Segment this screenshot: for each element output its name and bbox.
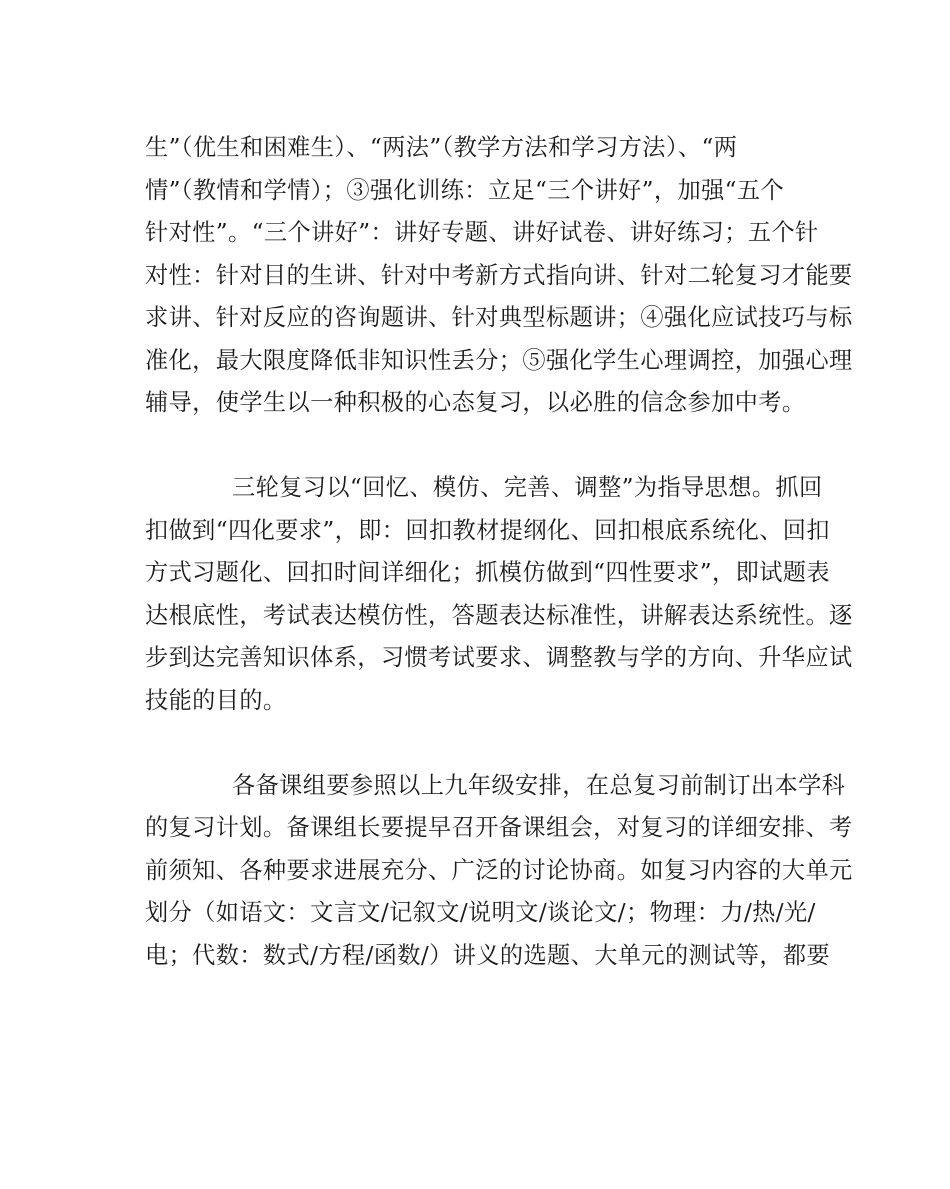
text-line: 步到达完善知识体系，习惯考试要求、调整教与学的方向、升华应试 [145,644,853,671]
text-line: 划分（如语文：文言文/记叙文/说明文/谈论文/；物理：力/热/光/ [145,899,816,926]
text-line: 扣做到“四化要求”，即：回扣教材提纲化、回扣根底系统化、回扣 [145,516,830,544]
text-line: 前须知、各种要求进展充分、广泛的讨论协商。如复习内容的大单元 [145,856,853,884]
text-line: 情”（教情和学情）；③强化训练：立足“三个讲好”，加强“五个 [145,176,785,204]
text-line: 技能的目的。 [145,686,287,714]
text-line: 三轮复习以“回忆、模仿、完善、调整”为指导思想。抓回 [232,474,823,501]
text-line: 对性：针对目的生讲、针对中考新方式指向讲、针对二轮复习才能要 [145,261,853,289]
text-line: 电；代数：数式/方程/函数/）讲义的选题、大单元的测试等，都要 [145,941,831,969]
paragraph-2 [145,467,853,722]
text-line: 的复习计划。备课组长要提早召开备课组会，对复习的详细安排、考 [145,814,853,841]
text-line: 方式习题化、回扣时间详细化；抓模仿做到“四性要求”，即试题表 [145,559,830,586]
text-line: 求讲、针对反应的咨询题讲、针对典型标题讲；④强化应试技巧与标 [145,304,853,331]
paragraph-3 [145,765,853,978]
paragraph-gap [145,722,825,765]
text-line: 准化，最大限度降低非知识性丢分；⑤强化学生心理调控，加强心理 [145,346,853,374]
text-line: 辅导，使学生以一种积极的心态复习，以必胜的信念参加中考。 [145,389,806,416]
text-line: 生”（优生和困难生）、“两法”（教学方法和学习方法）、“两 [145,134,738,161]
text-line: 针对性”。“三个讲好”：讲好专题、讲好试卷、讲好练习；五个针 [145,219,819,246]
document-body [145,127,853,977]
paragraph-1 [145,127,853,425]
paragraph-gap [145,425,825,468]
text-line: 各备课组要参照以上九年级安排，在总复习前制订出本学科 [232,771,846,799]
text-line: 达根底性，考试表达模仿性，答题表达标准性，讲解表达系统性。逐 [145,601,853,629]
